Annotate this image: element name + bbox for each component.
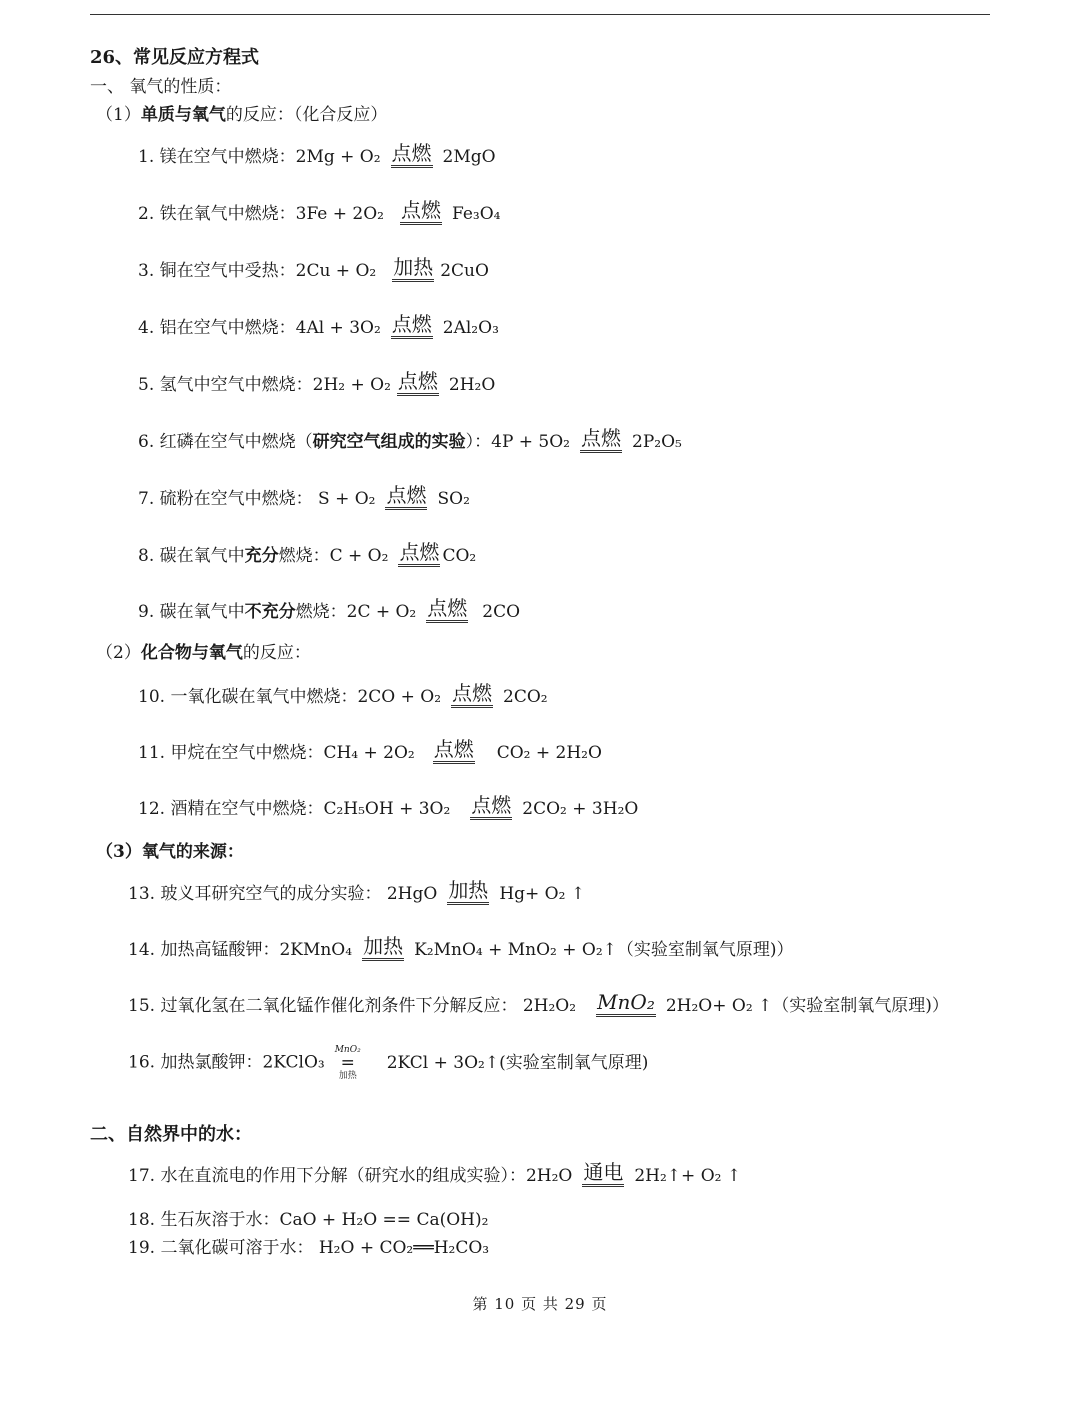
reaction-label: 16. 加热氯酸钾：2KClO₃ <box>128 1052 325 1073</box>
reaction-products: 2P₂O₅ <box>632 432 682 452</box>
reaction-14 <box>128 935 794 962</box>
reaction-7 <box>138 484 470 511</box>
reaction-products: SO₂ <box>437 489 470 509</box>
reaction-condition: 点燃 <box>398 541 440 567</box>
reaction-products: 2CO₂ <box>503 687 548 707</box>
reaction-18: 18. 生石灰溶于水：CaO + H₂O == Ca(OH)₂ <box>128 1210 489 1230</box>
reaction-label-b: 燃烧：2C + O₂ <box>295 602 417 622</box>
subsection-bold: 化合物与氧气 <box>140 643 243 663</box>
reaction-condition: 加热 <box>362 935 404 961</box>
condition-catalyst: MnO₂ <box>334 1045 361 1055</box>
reaction-condition: 加热 <box>447 879 489 905</box>
reaction-2 <box>138 199 501 226</box>
subsection-rest: 的反应：（化合反应） <box>225 105 388 125</box>
reaction-products: 2CuO <box>440 261 489 281</box>
subsection-2 <box>96 641 311 665</box>
reaction-17 <box>128 1161 741 1188</box>
reaction-label: 5. 氢气中空气中燃烧：2H₂ + O₂ <box>138 375 391 395</box>
reaction-condition: 加热 <box>392 256 434 282</box>
reaction-label: 13. 玻义耳研究空气的成分实验： 2HgO <box>128 884 438 904</box>
reaction-products: 2H₂↑+ O₂ ↑ <box>634 1166 742 1186</box>
reaction-condition: 点燃 <box>385 484 427 510</box>
condition-heat: 加热 <box>338 1071 357 1081</box>
section-title: 26、常见反应方程式 <box>90 47 260 68</box>
reaction-label-a: 6. 红磷在空气中燃烧（ <box>138 432 313 452</box>
subsection-3: （3）氧气的来源： <box>96 842 244 862</box>
subsection-rest: 的反应： <box>242 643 311 663</box>
reaction-8 <box>138 541 476 568</box>
condition-equals: = <box>340 1053 355 1073</box>
reaction-label-bold: 研究空气组成的实验 <box>312 432 466 452</box>
reaction-products: 2CO <box>482 602 521 622</box>
reaction-19: 19. 二氧化碳可溶于水： H₂O + CO₂══H₂CO₃ <box>128 1238 490 1258</box>
reaction-12 <box>138 794 638 821</box>
reaction-16 <box>128 1044 648 1082</box>
reaction-13 <box>128 879 585 906</box>
reaction-label-b: 燃烧：C + O₂ <box>278 546 389 566</box>
subsection-number: （1） <box>96 105 141 125</box>
page-footer: 第 10 页 共 29 页 <box>472 1295 608 1313</box>
reaction-1 <box>138 142 496 169</box>
reaction-label: 3. 铜在空气中受热：2Cu + O₂ <box>138 261 377 281</box>
reaction-condition: 点燃 <box>470 794 512 820</box>
reaction-label-bold: 充分 <box>244 546 279 566</box>
reaction-condition: 点燃 <box>391 313 433 339</box>
reaction-label-b: ）：4P + 5O₂ <box>465 432 570 452</box>
reaction-products: 2H₂O <box>448 375 496 395</box>
reaction-condition: 点燃 <box>400 199 442 225</box>
reaction-label: 4. 铝在空气中燃烧：4Al + 3O₂ <box>138 318 381 338</box>
part-one-title: 一、 氧气的性质： <box>90 77 232 97</box>
header-rule <box>90 14 990 15</box>
reaction-label: 10. 一氧化碳在氧气中燃烧：2CO + O₂ <box>138 687 442 707</box>
reaction-condition: 通电 <box>582 1161 624 1187</box>
reaction-condition: MnO₂ <box>596 991 656 1017</box>
reaction-products: K₂MnO₄ + MnO₂ + O₂↑（实验室制氧气原理)） <box>414 940 794 960</box>
reaction-10 <box>138 682 548 709</box>
reaction-label: 12. 酒精在空气中燃烧：C₂H₅OH + 3O₂ <box>138 799 451 819</box>
subsection-bold: 单质与氧气 <box>140 105 226 125</box>
reaction-products: 2MgO <box>442 147 496 167</box>
reaction-label: 1. 镁在空气中燃烧：2Mg + O₂ <box>138 147 381 167</box>
reaction-label: 14. 加热高锰酸钾：2KMnO₄ <box>128 940 353 960</box>
reaction-products: CO₂ <box>442 546 477 566</box>
reaction-condition: 点燃 <box>397 370 439 396</box>
reaction-products: Hg+ O₂ ↑ <box>499 884 586 904</box>
reaction-label: 2. 铁在氧气中燃烧：3Fe + 2O₂ <box>138 204 384 224</box>
reaction-label-a: 9. 碳在氧气中 <box>138 602 245 622</box>
reaction-11 <box>138 738 602 765</box>
reaction-5 <box>138 370 495 397</box>
reaction-label: 17. 水在直流电的作用下分解（研究水的组成实验）：2H₂O <box>128 1166 573 1186</box>
reaction-products: 2H₂O+ O₂ ↑（实验室制氧气原理)） <box>665 996 949 1016</box>
reaction-6 <box>138 427 682 454</box>
reaction-condition: 点燃 <box>451 682 493 708</box>
reaction-label-a: 8. 碳在氧气中 <box>138 546 245 566</box>
reaction-products: Fe₃O₄ <box>452 204 501 224</box>
reaction-condition: 点燃 <box>580 427 622 453</box>
reaction-label-bold: 不充分 <box>244 602 296 622</box>
reaction-condition: 点燃 <box>426 597 468 623</box>
subsection-number: （2） <box>96 643 141 663</box>
reaction-condition-stack <box>335 1044 361 1082</box>
reaction-label: 11. 甲烷在空气中燃烧：CH₄ + 2O₂ <box>138 743 415 763</box>
reaction-4 <box>138 313 499 340</box>
subsection-1 <box>96 103 387 127</box>
part-two-title: 二、自然界中的水： <box>90 1124 252 1145</box>
reaction-label: 15. 过氧化氢在二氧化锰作催化剂条件下分解反应： 2H₂O₂ <box>128 996 577 1016</box>
reaction-products: 2CO₂ + 3H₂O <box>522 799 639 819</box>
reaction-products: CO₂ + 2H₂O <box>496 743 602 763</box>
reaction-products: 2KCl + 3O₂↑(实验室制氧气原理) <box>386 1052 649 1073</box>
reaction-15 <box>128 991 949 1018</box>
reaction-3 <box>138 256 489 283</box>
reaction-9 <box>138 597 520 624</box>
reaction-condition: 点燃 <box>391 142 433 168</box>
reaction-condition: 点燃 <box>433 738 475 764</box>
reaction-label: 7. 硫粉在空气中燃烧： S + O₂ <box>138 489 376 509</box>
reaction-products: 2Al₂O₃ <box>442 318 499 338</box>
